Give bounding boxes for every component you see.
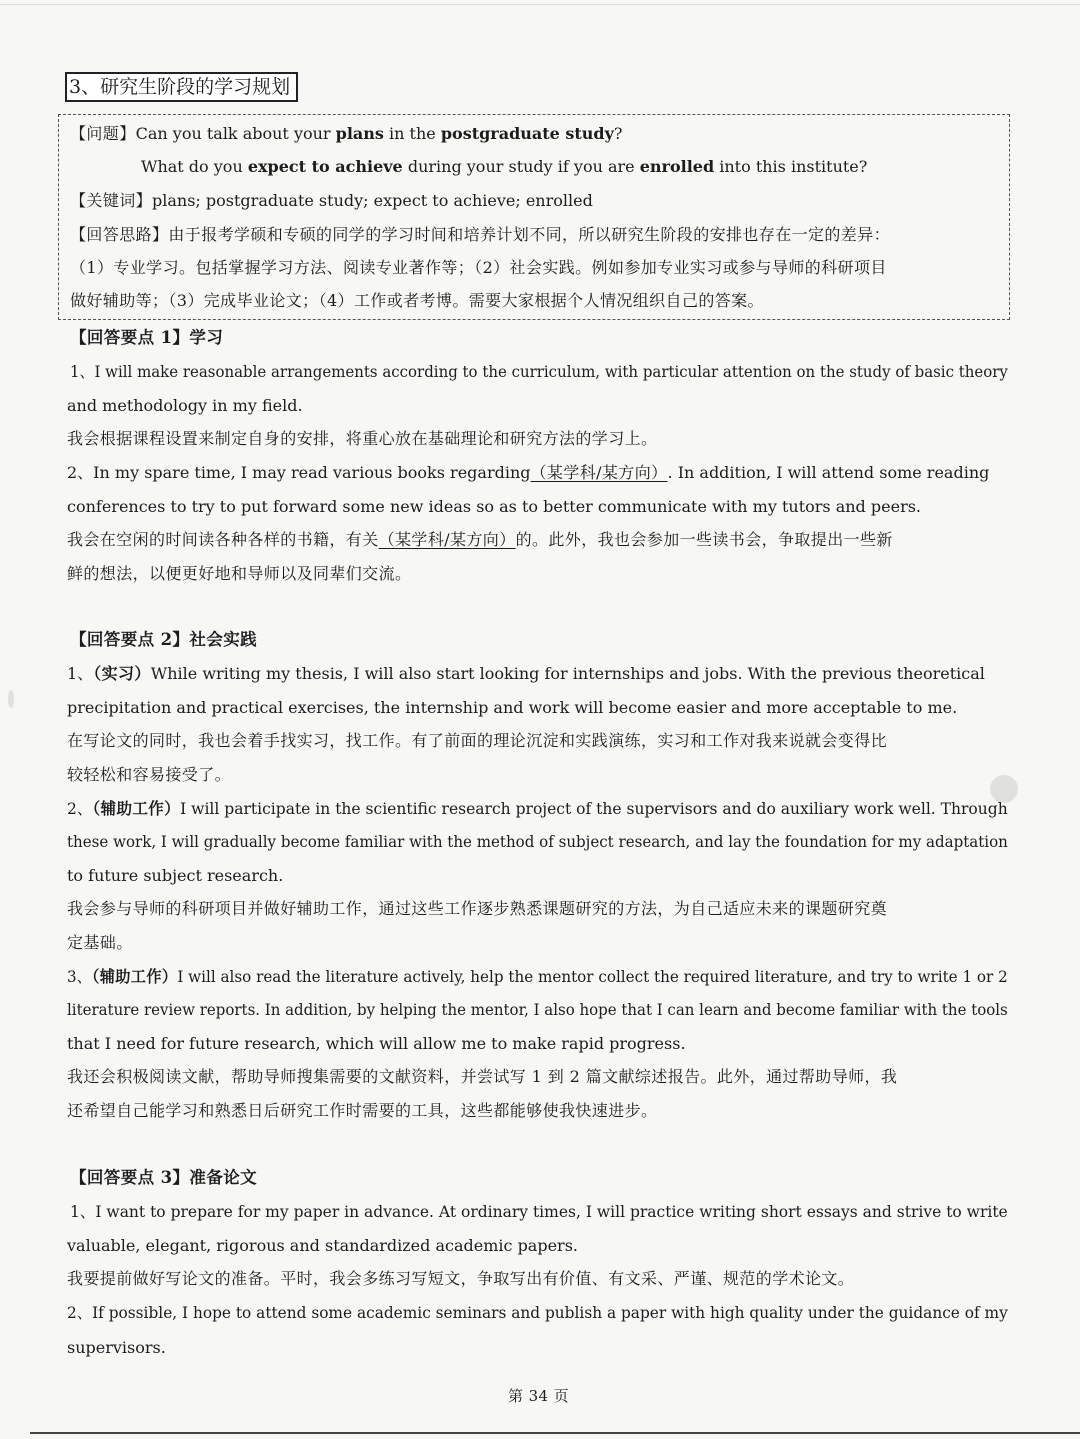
approach-line-1: 【回答思路】由于报考学硕和专硕的同学的学习时间和培养计划不同，所以研究生阶段的安排也存在一定的差异： — [70, 225, 891, 244]
point3-item2-en-1: 2、If possible, I hope to attend some academic seminars and publish a paper with high quality under the guidance of my — [67, 1303, 1008, 1322]
point1-heading: 【回答要点 1】学习 — [70, 328, 224, 347]
point2-item3-zh-1: 我还会积极阅读文献，帮助导师搜集需要的文献资料，并尝试写 1 到 2 篇文献综述报告。此外，通过帮助导师，我 — [67, 1067, 898, 1086]
keywords-text: plans; postgraduate study; expect to achieve; enrolled — [152, 191, 593, 210]
point2-item2-tag: （辅助工作） — [92, 799, 181, 818]
scan-speck — [8, 690, 14, 708]
point2-item1-zh-2: 较轻松和容易接受了。 — [67, 765, 232, 784]
point1-item1-en-2: and methodology in my field. — [67, 396, 303, 415]
question-box — [58, 114, 1010, 320]
scan-speck — [990, 775, 1018, 803]
point3-item1-en-1: 1、I want to prepare for my paper in advance. At ordinary times, I will practice writing short essays and strive to write — [70, 1202, 1008, 1221]
point2-item2-zh-1: 我会参与导师的科研项目并做好辅助工作，通过这些工作逐步熟悉课题研究的方法，为自己适应未来的课题研究奠 — [67, 899, 888, 918]
point2-item1-zh-1: 在写论文的同时，我也会着手找实习，找工作。有了前面的理论沉淀和实践演练，实习和工作对我来说就会变得比 — [67, 731, 888, 750]
scan-edge-bottom — [30, 1432, 1080, 1434]
point2-item3-zh-2: 还希望自己能学习和熟悉日后研究工作时需要的工具，这些都能够使我快速进步。 — [67, 1101, 658, 1120]
approach-line-2: （1）专业学习。包括掌握学习方法、阅读专业著作等；（2）社会实践。例如参加专业实习或参与导师的科研项目 — [70, 258, 887, 277]
point3-item1-en-2: valuable, elegant, rigorous and standardized academic papers. — [67, 1236, 578, 1255]
point1-item2-zh-2: 鲜的想法，以便更好地和导师以及同辈们交流。 — [67, 564, 412, 583]
point1-item1-zh: 我会根据课程设置来制定自身的安排，将重心放在基础理论和研究方法的学习上。 — [67, 429, 658, 448]
page-number: 第 34 页 — [508, 1387, 570, 1405]
keywords-line — [70, 191, 593, 211]
point1-item2-zh-1: 我会在空闲的时间读各种各样的书籍，有关（某学科/某方向）的。此外，我也会参加一些读书会，争取提出一些新 — [67, 530, 893, 549]
point2-item3-en-3: that I need for future research, which will allow me to make rapid progress. — [67, 1034, 686, 1053]
point2-item2-zh-2: 定基础。 — [67, 933, 133, 952]
scan-edge-top — [0, 4, 1080, 5]
point2-item1-en-2: precipitation and practical exercises, the internship and work will become easier and more acceptable to me. — [67, 698, 958, 717]
point2-item3-en-2: literature review reports. In addition, by helping the mentor, I also hope that I can learn and become familiar with the tools — [67, 1000, 1008, 1019]
point2-item3-tag: （辅助工作） — [91, 967, 178, 986]
point1-item2-en-2: conferences to try to put forward some new ideas so as to better communicate with my tutors and peers. — [67, 497, 922, 516]
keywords-tag: 【关键词】 — [70, 191, 153, 210]
point2-item2-en-3: to future subject research. — [67, 866, 284, 885]
point1-item1-en-1: 1、I will make reasonable arrangements according to the curriculum, with particular attention on the study of basic theory — [70, 362, 1008, 381]
point2-item1-en-1: 1、（实习）While writing my thesis, I will also start looking for internships and jobs. With the previous theoretical — [67, 664, 985, 683]
point3-item2-en-2: supervisors. — [67, 1338, 166, 1357]
placeholder-underline: （某学科/某方向） — [530, 463, 668, 482]
point3-heading: 【回答要点 3】准备论文 — [70, 1168, 258, 1187]
question-line-2: What do you expect to achieve during your study if you are enrolled into this institute? — [141, 157, 868, 176]
question-tag: 【问题】 — [70, 124, 136, 143]
approach-tag: 【回答思路】 — [70, 225, 169, 244]
question-line-1: 【问题】Can you talk about your plans in the postgraduate study? — [70, 124, 623, 143]
point2-item3-en-1: 3、（辅助工作）I will also read the literature actively, help the mentor collect the required literature, and try to write 1 or 2 — [67, 967, 1008, 986]
approach-line-3: 做好辅助等；（3）完成毕业论文；（4）工作或者考博。需要大家根据个人情况组织自己的答案。 — [70, 291, 764, 310]
point2-item2-en-1: 2、（辅助工作）I will participate in the scientific research project of the supervisors and do auxiliary work well. Through — [67, 799, 1008, 818]
point2-heading: 【回答要点 2】社会实践 — [70, 630, 258, 649]
point2-item2-en-2: these work, I will gradually become familiar with the method of subject research, and lay the foundation for my adaptation — [67, 832, 1008, 851]
placeholder-underline: （某学科/某方向） — [378, 530, 516, 549]
point1-item2-en-1: 2、In my spare time, I may read various books regarding（某学科/某方向）. In addition, I will attend some reading — [67, 463, 990, 482]
point3-item1-zh: 我要提前做好写论文的准备。平时，我会多练习写短文，争取写出有价值、有文采、严谨、规范的学术论文。 — [67, 1269, 855, 1288]
point2-item1-tag: （实习） — [93, 664, 151, 683]
section-title: 3、研究生阶段的学习规划 — [65, 72, 298, 102]
